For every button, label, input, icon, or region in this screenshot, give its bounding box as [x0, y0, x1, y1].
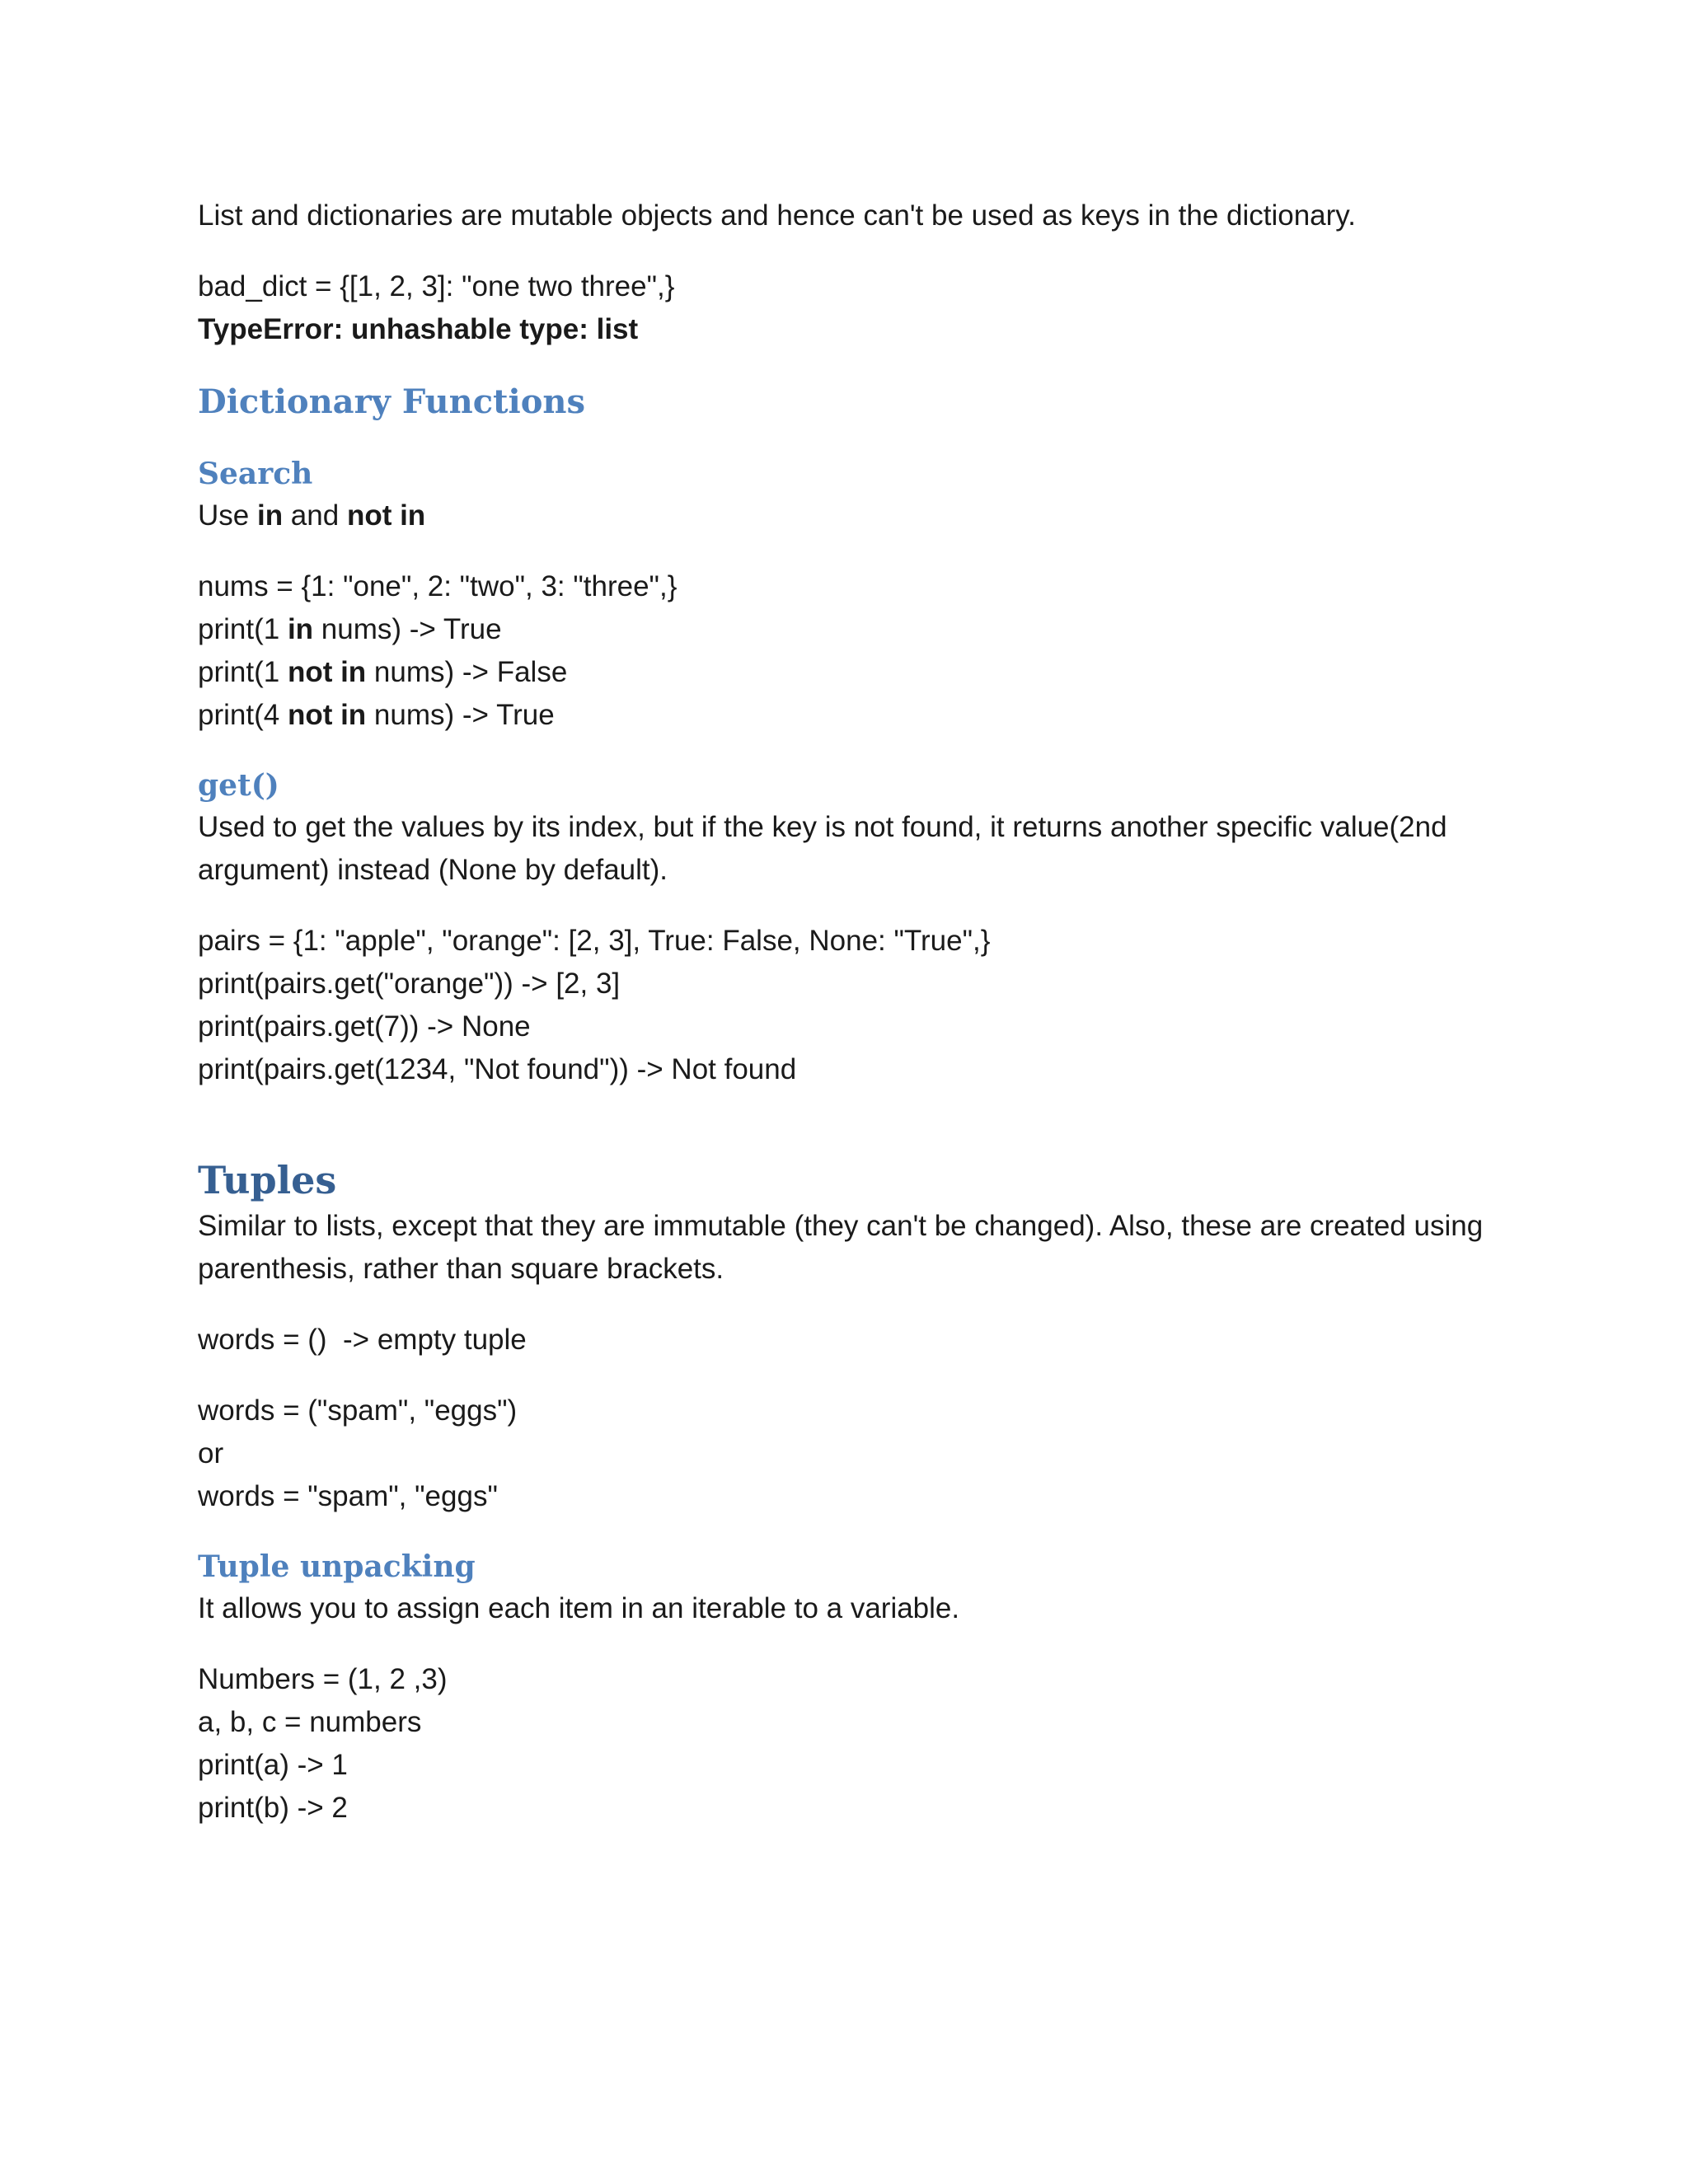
tuple-code-bare: words = "spam", "eggs": [198, 1480, 498, 1512]
or-text: or: [198, 1437, 224, 1469]
document-page: [198, 194, 1517, 1830]
tuple-unpacking-heading: Tuple unpacking: [198, 1549, 476, 1584]
get-description: Used to get the values by its index, but if the key is not found, it returns another specific value(2nd argument) instead (None by default).: [198, 811, 1456, 886]
spacer: [198, 237, 1517, 265]
code-part: nums) -> False: [366, 656, 568, 688]
usage-prefix: Use: [198, 499, 257, 532]
unpacking-code-line: a, b, c = numbers: [198, 1706, 422, 1738]
type-error-bold: TypeError: unhashable type: list: [198, 313, 639, 345]
keyword-in: in: [256, 499, 284, 532]
search-heading: Search: [198, 457, 313, 491]
unpacking-description: It allows you to assign each item in an iterable to a variable.: [198, 1592, 960, 1624]
search-code-line: [198, 651, 1517, 694]
bad-dict-code: bad_dict = {[1, 2, 3]: "one two three",}: [198, 270, 675, 302]
spacer: [198, 1291, 1517, 1319]
tuples-description: Similar to lists, except that they are immutable (they can't be changed). Also, these are created using parenthesis, rather than square brackets.: [198, 1210, 1491, 1285]
code-part: print(4: [198, 699, 288, 731]
code-keyword: in: [287, 613, 314, 645]
unpacking-code-line: print(a) -> 1: [198, 1749, 348, 1781]
spacer: [198, 351, 1517, 379]
unpacking-code-line: Numbers = (1, 2 ,3): [198, 1663, 448, 1695]
empty-tuple-code: words = () -> empty tuple: [198, 1324, 527, 1356]
get-code-line: print(pairs.get(7)) -> None: [198, 1010, 531, 1043]
get-heading: get(): [198, 768, 279, 803]
nums-code: nums = {1: "one", 2: "two", 3: "three",}: [198, 570, 678, 602]
spacer: [198, 1518, 1517, 1546]
spacer: [198, 537, 1517, 565]
tuple-code-parens: words = ("spam", "eggs"): [198, 1394, 518, 1427]
code-keyword: not in: [287, 699, 367, 731]
keyword-not-in: not in: [346, 499, 426, 532]
get-code-line: pairs = {1: "apple", "orange": [2, 3], True: False, None: "True",}: [198, 925, 991, 957]
search-code-line: [198, 608, 1517, 651]
search-code-line: [198, 694, 1517, 737]
spacer: [198, 425, 1517, 453]
type-error-text: [198, 308, 1517, 351]
get-code-line: print(pairs.get(1234, "Not found")) -> Not found: [198, 1053, 797, 1085]
code-keyword: not in: [287, 656, 367, 688]
code-part: print(1: [198, 656, 288, 688]
usage-and: and: [283, 499, 347, 532]
spacer: [198, 1630, 1517, 1658]
spacer: [198, 1361, 1517, 1390]
code-part: nums) -> True: [366, 699, 555, 731]
code-part: nums) -> True: [313, 613, 502, 645]
spacer: [198, 737, 1517, 765]
spacer: [198, 1091, 1517, 1155]
search-usage-text: [198, 494, 1517, 537]
spacer: [198, 892, 1517, 920]
dictionary-functions-heading: Dictionary Functions: [198, 382, 585, 421]
code-part: print(1: [198, 613, 288, 645]
get-code-line: print(pairs.get("orange")) -> [2, 3]: [198, 968, 621, 1000]
unpacking-code-line: print(b) -> 2: [198, 1792, 348, 1824]
tuples-heading: Tuples: [198, 1158, 337, 1202]
intro-text: List and dictionaries are mutable objects and hence can't be used as keys in the dictionary.: [198, 199, 1356, 232]
